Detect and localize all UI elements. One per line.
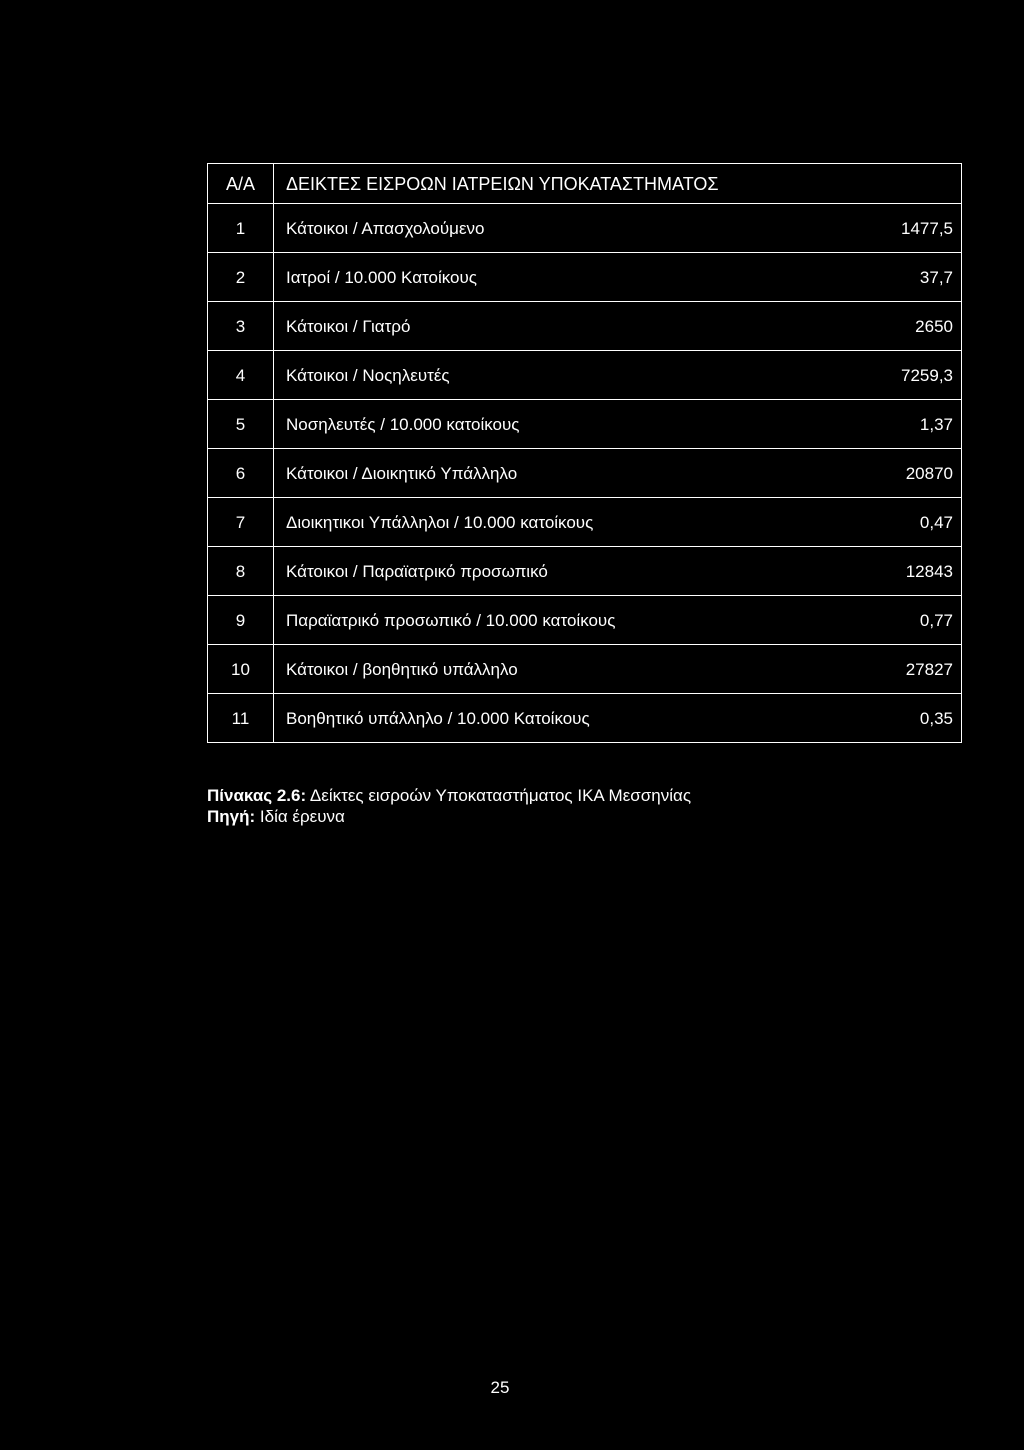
row-desc-cell: Κάτοικοι / Γιατρό (274, 302, 855, 351)
table-row (208, 498, 962, 547)
row-num-cell: 7 (208, 498, 274, 547)
row-num-cell: 9 (208, 596, 274, 645)
table-row (208, 449, 962, 498)
table-caption (207, 785, 691, 827)
row-num-cell: 1 (208, 204, 274, 253)
row-num-cell: 4 (208, 351, 274, 400)
table-row (208, 351, 962, 400)
row-desc-cell: Κάτοικοι / Διοικητικό Υπάλληλο (274, 449, 855, 498)
header-val-cell (854, 164, 962, 204)
row-desc-cell: Κάτοικοι / Απασχολούμενο (274, 204, 855, 253)
row-value-cell: 0,47 (854, 498, 962, 547)
row-num-cell: 8 (208, 547, 274, 596)
table-row (208, 547, 962, 596)
header-num-cell: Α/Α (208, 164, 274, 204)
row-value-cell: 27827 (854, 645, 962, 694)
table-row (208, 302, 962, 351)
table-header-row (208, 164, 962, 204)
row-value-cell: 2650 (854, 302, 962, 351)
row-value-cell: 37,7 (854, 253, 962, 302)
row-value-cell: 1477,5 (854, 204, 962, 253)
row-num-cell: 11 (208, 694, 274, 743)
row-value-cell: 12843 (854, 547, 962, 596)
row-value-cell: 0,77 (854, 596, 962, 645)
row-desc-cell: Ιατροί / 10.000 Κατοίκους (274, 253, 855, 302)
row-value-cell: 20870 (854, 449, 962, 498)
row-num-cell: 5 (208, 400, 274, 449)
row-desc-cell: Κάτοικοι / βοηθητικό υπάλληλο (274, 645, 855, 694)
caption-source-line (207, 806, 691, 827)
table-row (208, 596, 962, 645)
caption-source-label: Πηγή: (207, 807, 256, 826)
row-num-cell: 6 (208, 449, 274, 498)
row-num-cell: 10 (208, 645, 274, 694)
row-desc-cell: Παραϊατρικό προσωπικό / 10.000 κατοίκους (274, 596, 855, 645)
row-value-cell: 1,37 (854, 400, 962, 449)
page-number: 25 (490, 1378, 510, 1397)
table-row (208, 645, 962, 694)
table-row (208, 253, 962, 302)
row-num-cell: 3 (208, 302, 274, 351)
row-value-cell: 7259,3 (854, 351, 962, 400)
caption-title-line (207, 785, 691, 806)
header-desc-cell: ΔΕΙΚΤΕΣ ΕΙΣΡΟΩΝ ΙΑΤΡΕΙΩΝ ΥΠΟΚΑΤΑΣΤΗΜΑΤΟΣ (274, 164, 855, 204)
table-row (208, 204, 962, 253)
caption-source-text: Ιδία έρευνα (255, 807, 345, 826)
row-desc-cell: Νοσηλευτές / 10.000 κατοίκους (274, 400, 855, 449)
row-desc-cell: Διοικητικοι Υπάλληλοι / 10.000 κατοίκους (274, 498, 855, 547)
row-num-cell: 2 (208, 253, 274, 302)
row-desc-cell: Κάτοικοι / Νοςηλευτές (274, 351, 855, 400)
caption-table-label: Πίνακας 2.6: (207, 786, 307, 805)
table-row (208, 694, 962, 743)
indicators-table (207, 163, 962, 743)
row-value-cell: 0,35 (854, 694, 962, 743)
table-row (208, 400, 962, 449)
row-desc-cell: Βοηθητικό υπάλληλο / 10.000 Κατοίκους (274, 694, 855, 743)
row-desc-cell: Κάτοικοι / Παραϊατρικό προσωπικό (274, 547, 855, 596)
caption-table-text: Δείκτες εισροών Υποκαταστήματος ΙΚΑ Μεσσηνίας (306, 786, 692, 805)
